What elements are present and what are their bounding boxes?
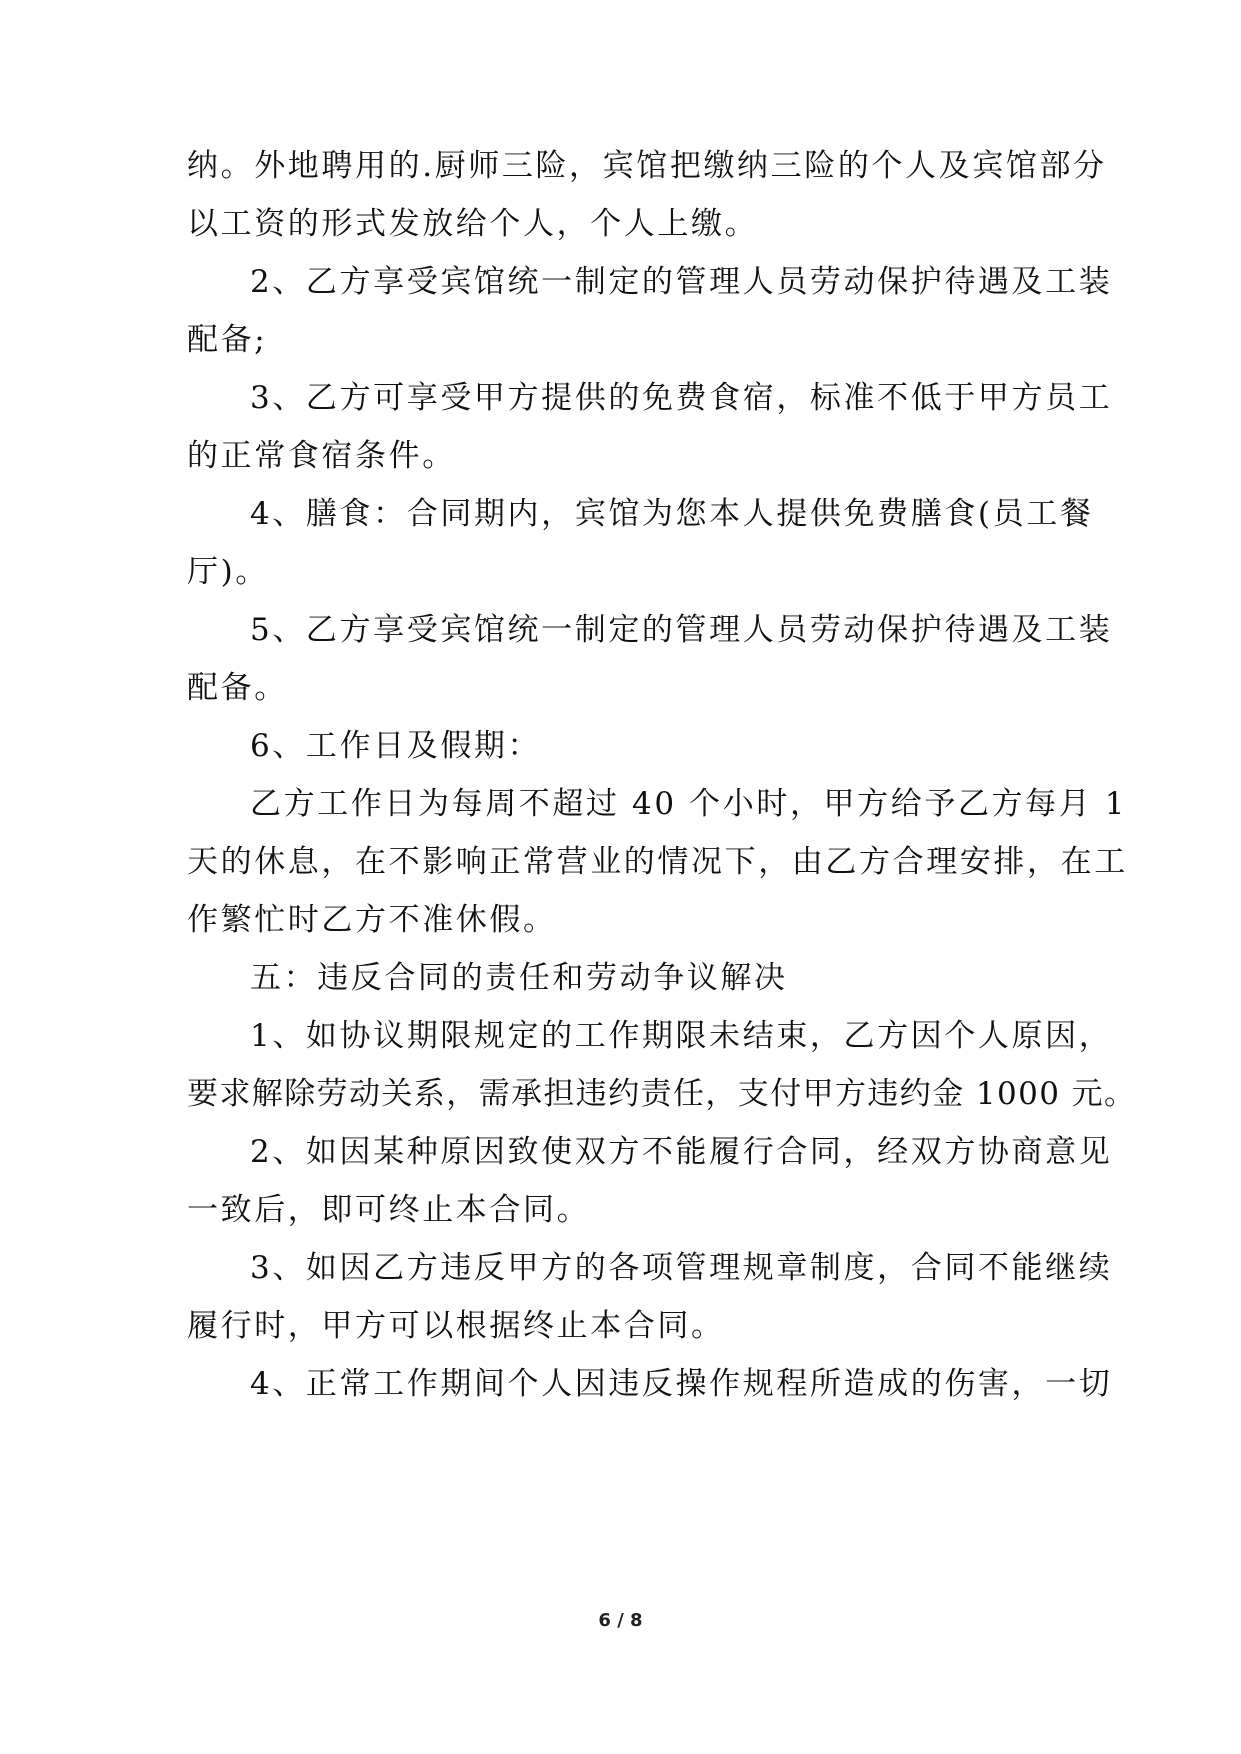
text-line: 履行时，甲方可以根据终止本合同。: [187, 1308, 725, 1344]
text-line: 天的休息，在不影响正常营业的情况下，由乙方合理安排，在工: [187, 844, 1128, 880]
text-line: 配备。: [187, 670, 288, 706]
text-line: 作繁忙时乙方不准休假。: [187, 902, 557, 938]
text-line: 2、乙方享受宾馆统一制定的管理人员劳动保护待遇及工装: [250, 264, 1113, 300]
text-line: 的正常食宿条件。: [187, 438, 456, 474]
text-line: 厅)。: [187, 554, 269, 590]
text-line: 6、工作日及假期：: [250, 728, 542, 764]
text-line: 配备;: [187, 322, 268, 358]
text-line: 4、膳食：合同期内，宾馆为您本人提供免费膳食(员工餐: [250, 496, 1094, 532]
text-line: 纳。外地聘用的.厨师三险，宾馆把缴纳三险的个人及宾馆部分: [187, 148, 1107, 184]
text-line: 1、如协议期限规定的工作期限未结束，乙方因个人原因，: [250, 1018, 1113, 1054]
text-line: 3、乙方可享受甲方提供的免费食宿，标准不低于甲方员工: [250, 380, 1113, 416]
text-line: 五：违反合同的责任和劳动争议解决: [250, 960, 788, 996]
text-line: 5、乙方享受宾馆统一制定的管理人员劳动保护待遇及工装: [250, 612, 1113, 648]
text-line: 乙方工作日为每周不超过 40 个小时，甲方给予乙方每月 1: [250, 786, 1128, 822]
text-line: 一致后，即可终止本合同。: [187, 1192, 591, 1228]
page-number: 6 / 8: [598, 1610, 643, 1631]
text-line: 4、正常工作期间个人因违反操作规程所造成的伤害，一切: [250, 1366, 1113, 1402]
text-line: 2、如因某种原因致使双方不能履行合同，经双方协商意见: [250, 1134, 1113, 1170]
text-line: 要求解除劳动关系，需承担违约责任，支付甲方违约金 1000 元。: [187, 1076, 1137, 1112]
text-line: 以工资的形式发放给个人，个人上缴。: [187, 206, 759, 242]
text-line: 3、如因乙方违反甲方的各项管理规章制度，合同不能继续: [250, 1250, 1113, 1286]
